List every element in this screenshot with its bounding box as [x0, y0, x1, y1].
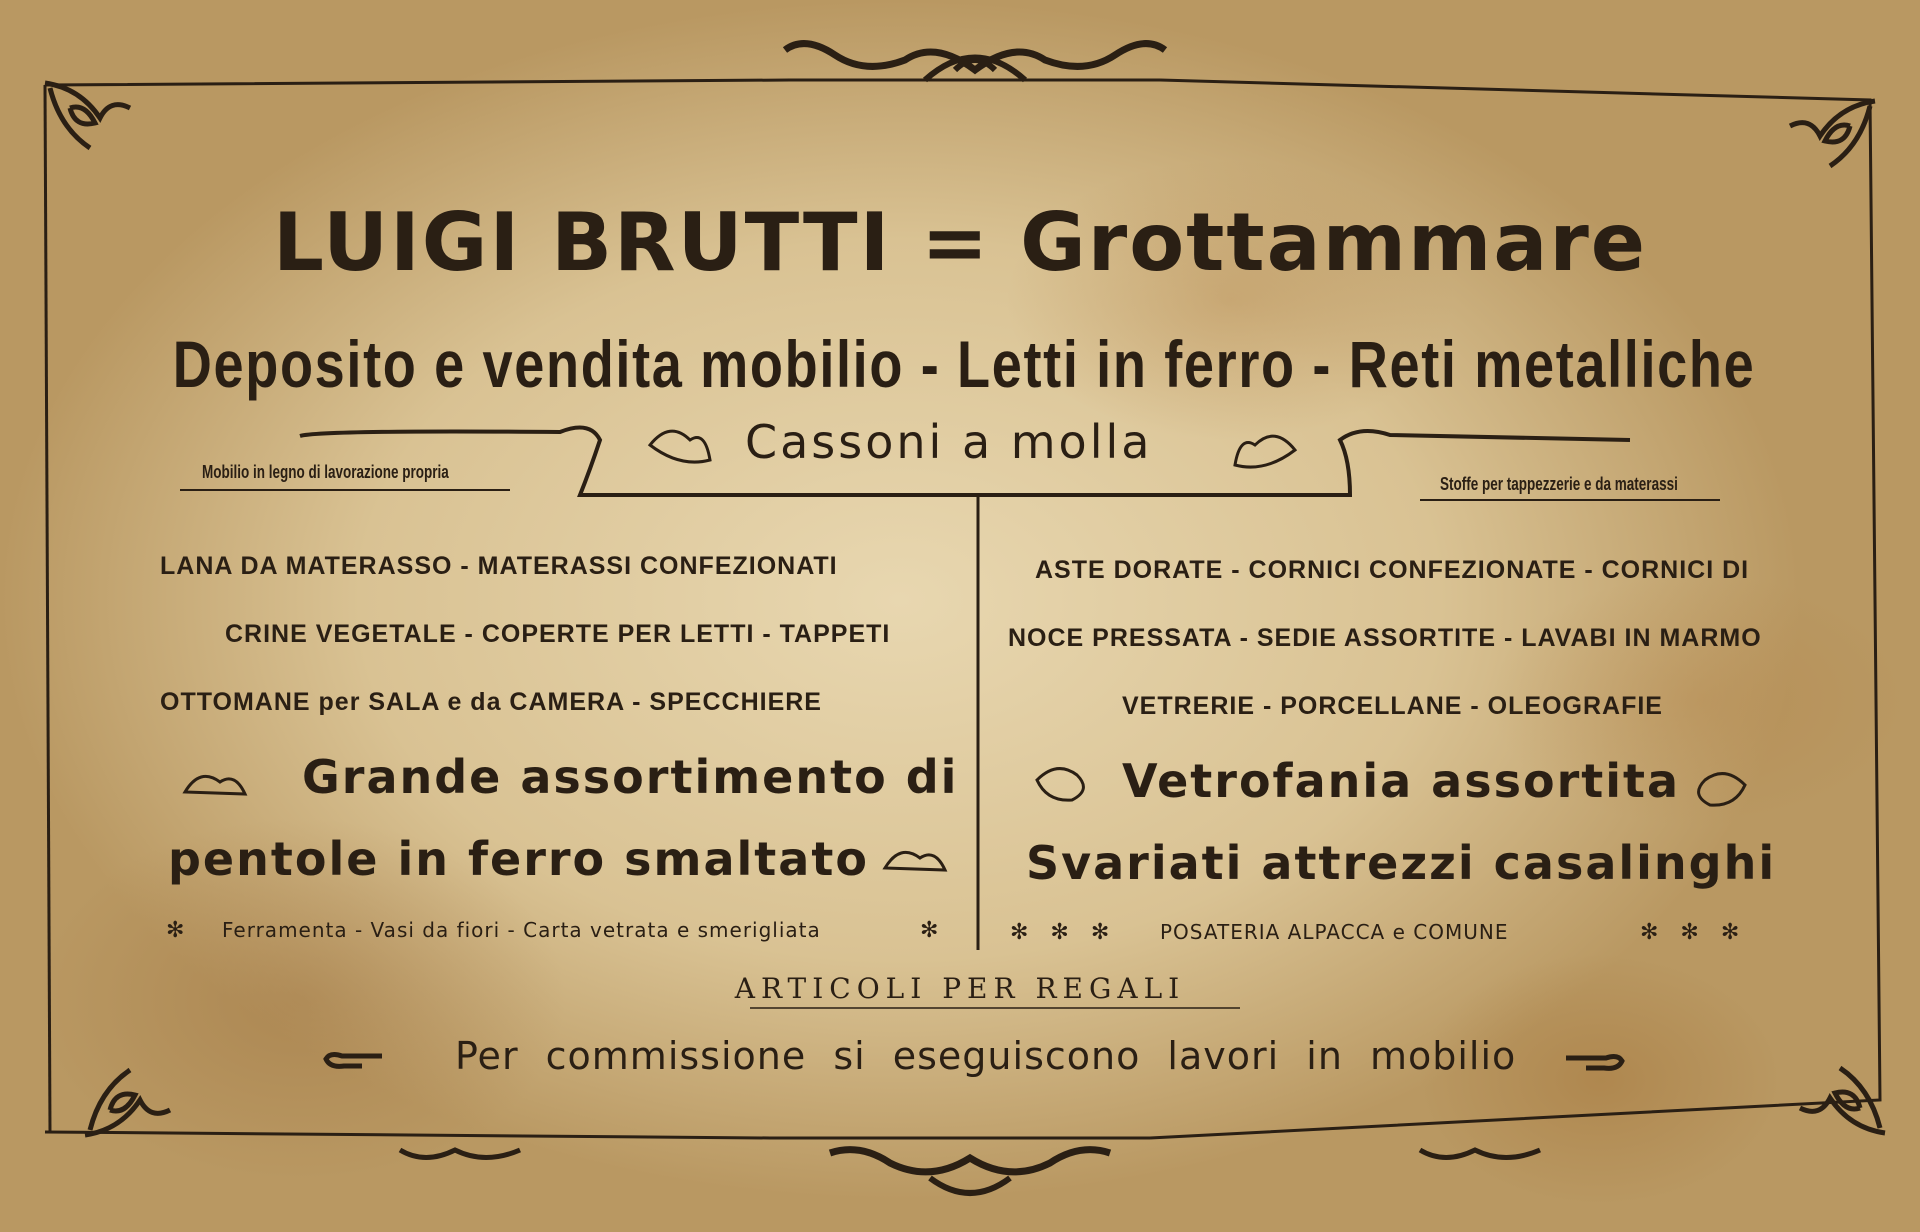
left-line-3: OTTOMANE per SALA e da CAMERA - SPECCHIERE	[160, 688, 822, 716]
left-line-2: CRINE VEGETALE - COPERTE PER LETTI - TAPPETI	[225, 620, 891, 648]
floral-crest-icon	[820, 1138, 1120, 1208]
floral-corner-icon	[40, 78, 140, 158]
poster-title: LUIGI BRUTTI = Grottammare	[272, 196, 1648, 289]
floral-corner-icon	[80, 1060, 180, 1140]
right-big-2: Svariati attrezzi casalinghi	[1026, 836, 1777, 890]
left-big-1: Grande assortimento di	[302, 750, 959, 804]
pointing-hand-icon	[322, 1044, 386, 1074]
left-line-1: LANA DA MATERASSO - MATERASSI CONFEZIONATI	[160, 552, 838, 580]
right-line-2: NOCE PRESSATA - SEDIE ASSORTITE - LAVABI IN MARMO	[1008, 624, 1762, 652]
leaf-ornament-icon	[1032, 760, 1092, 805]
leaf-ornament-icon	[1230, 425, 1300, 475]
poster-subtitle: Deposito e vendita mobilio - Letti in ferro - Reti metalliche	[172, 327, 1756, 401]
floral-crest-icon	[395, 1140, 525, 1170]
star-ornament-icon: ✻	[166, 918, 185, 943]
left-big-2: pentole in ferro smaltato	[168, 832, 869, 886]
left-small: Ferramenta - Vasi da fiori - Carta vetrata e smerigliata	[222, 918, 821, 942]
floral-corner-icon	[1780, 96, 1880, 176]
leaf-ornament-icon	[1690, 765, 1750, 810]
note-right: Stoffe per tappezzerie e da materassi	[1440, 474, 1678, 494]
note-left: Mobilio in legno di lavorazione propria	[202, 462, 449, 482]
leaf-ornament-icon	[645, 420, 715, 470]
footer-text: Per commissione si eseguiscono lavori in mobilio	[455, 1034, 1517, 1078]
right-small: POSATERIA ALPACCA e COMUNE	[1160, 920, 1509, 944]
floral-crest-icon	[1415, 1140, 1545, 1170]
floral-crest-icon	[775, 30, 1175, 100]
star-ornament-icon: ✻✻✻	[1640, 920, 1762, 945]
right-line-3: VETRERIE - PORCELLANE - OLEOGRAFIE	[1122, 692, 1663, 720]
star-ornament-icon: ✻✻✻	[1010, 920, 1132, 945]
right-big-1: Vetrofania assortita	[1122, 754, 1681, 808]
articoli-heading: ARTICOLI PER REGALI	[734, 972, 1186, 1005]
right-line-1: ASTE DORATE - CORNICI CONFEZIONATE - CORNICI DI	[1035, 556, 1750, 584]
pointing-hand-icon	[1562, 1046, 1626, 1076]
floral-corner-icon	[1790, 1058, 1890, 1138]
highlight-text: Cassoni a molla	[745, 415, 1153, 469]
leaf-ornament-icon	[880, 838, 950, 878]
star-ornament-icon: ✻	[920, 918, 939, 943]
leaf-ornament-icon	[180, 762, 250, 802]
